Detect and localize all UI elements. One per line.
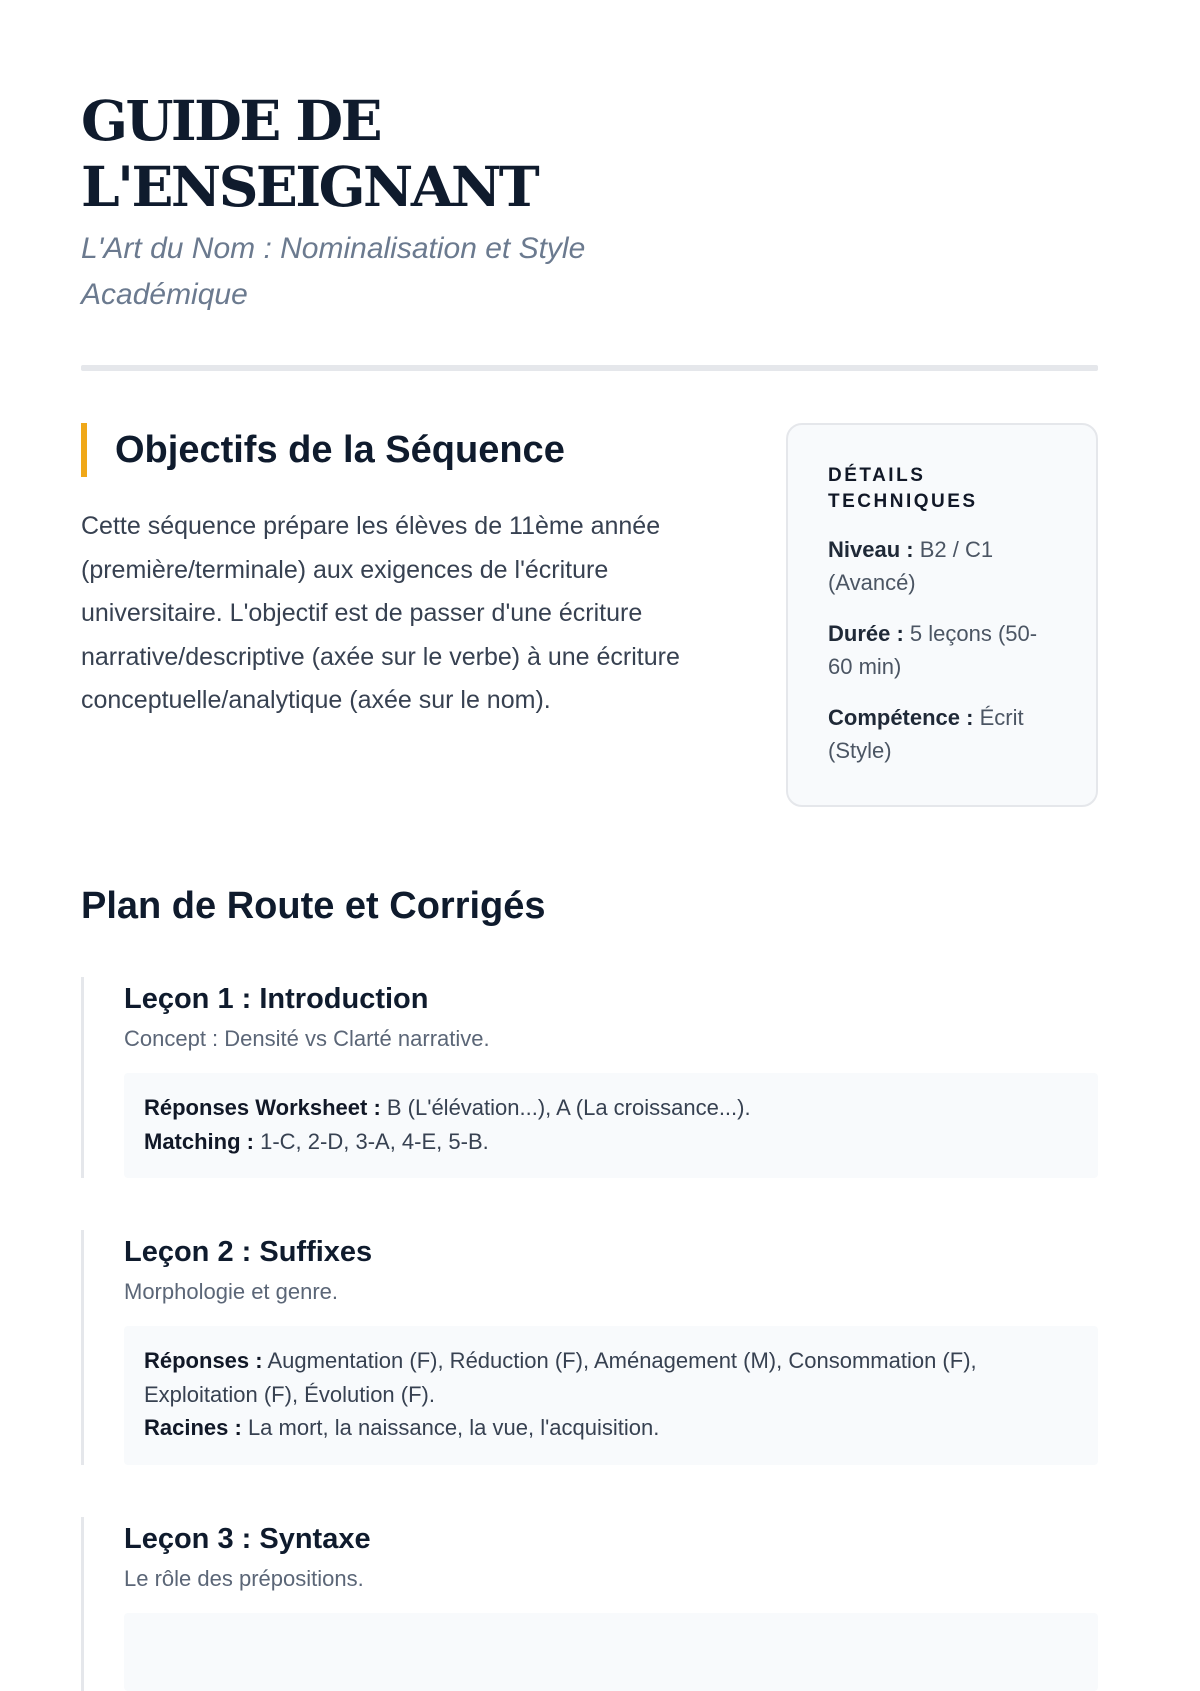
- objectives-text: Cette séquence prépare les élèves de 11ème année (première/terminale) aux exigences de l'écriture universitaire. L'objectif est de passer d'une écriture narrative/descriptive (axée sur le verbe) à une écriture conceptuelle/analytique (axée sur le nom).: [81, 512, 680, 714]
- page-subtitle: [81, 226, 701, 318]
- details-label: [828, 463, 1056, 515]
- answer-key: Racines :: [144, 1415, 242, 1440]
- header-divider: [81, 365, 1098, 371]
- detail-level-key: Niveau :: [828, 537, 914, 562]
- lesson-description: Morphologie et genre.: [124, 1279, 339, 1304]
- detail-skill-value: Écrit (Style): [828, 705, 1024, 763]
- title-line-1: GUIDE DE: [81, 88, 381, 153]
- lesson-answers: [124, 1613, 1098, 1691]
- answer-key: Réponses :: [144, 1348, 263, 1373]
- detail-skill: [828, 701, 1056, 767]
- lesson-answers: [124, 1326, 1098, 1465]
- objectives-heading: Objectifs de la Séquence: [81, 423, 741, 477]
- lesson-title: Leçon 3 : Syntaxe: [124, 1522, 371, 1555]
- subtitle-line-2: Académique: [81, 278, 248, 311]
- lesson-3: [81, 1517, 1098, 1691]
- answer-value: Augmentation (F), Réduction (F), Aménagement (M), Consommation (F), Exploitation (F), Évolution (F).: [144, 1348, 977, 1407]
- plan-heading: Plan de Route et Corrigés: [81, 885, 546, 927]
- detail-duration-key: Durée :: [828, 621, 904, 646]
- answer-value: 1-C, 2-D, 3-A, 4-E, 5-B.: [254, 1128, 489, 1154]
- answer-value: La mort, la naissance, la vue, l'acquisition.: [241, 1415, 660, 1440]
- answer-key: Matching :: [144, 1128, 254, 1154]
- lesson-answers: [124, 1073, 1098, 1178]
- lesson-description: Concept : Densité vs Clarté narrative.: [124, 1026, 490, 1051]
- page-title: [81, 0, 681, 220]
- technical-details-card: [786, 423, 1098, 807]
- answer-value: B (L'élévation...), A (La croissance...).: [380, 1095, 751, 1120]
- details-label-line-1: DÉTAILS: [828, 465, 926, 486]
- answer-key: Réponses Worksheet :: [144, 1095, 381, 1120]
- objectives-row: [81, 423, 1098, 807]
- lesson-title: Leçon 2 : Suffixes: [124, 1236, 373, 1268]
- details-label-line-2: TECHNIQUES: [828, 491, 978, 512]
- detail-skill-key: Compétence :: [828, 705, 974, 730]
- title-line-2: L'ENSEIGNANT: [81, 154, 538, 219]
- lesson-1: [81, 977, 1098, 1178]
- detail-level: [828, 533, 1056, 599]
- lesson-title: Leçon 1 : Introduction: [124, 983, 429, 1015]
- detail-level-value: B2 / C1 (Avancé): [828, 537, 994, 595]
- subtitle-line-1: L'Art du Nom : Nominalisation et Style: [81, 232, 586, 265]
- lesson-2: [81, 1230, 1098, 1465]
- objectives-section: [81, 423, 741, 807]
- lesson-description: Le rôle des prépositions.: [124, 1565, 364, 1591]
- detail-duration: [828, 617, 1056, 683]
- detail-duration-value: 5 leçons (50-60 min): [828, 621, 1038, 679]
